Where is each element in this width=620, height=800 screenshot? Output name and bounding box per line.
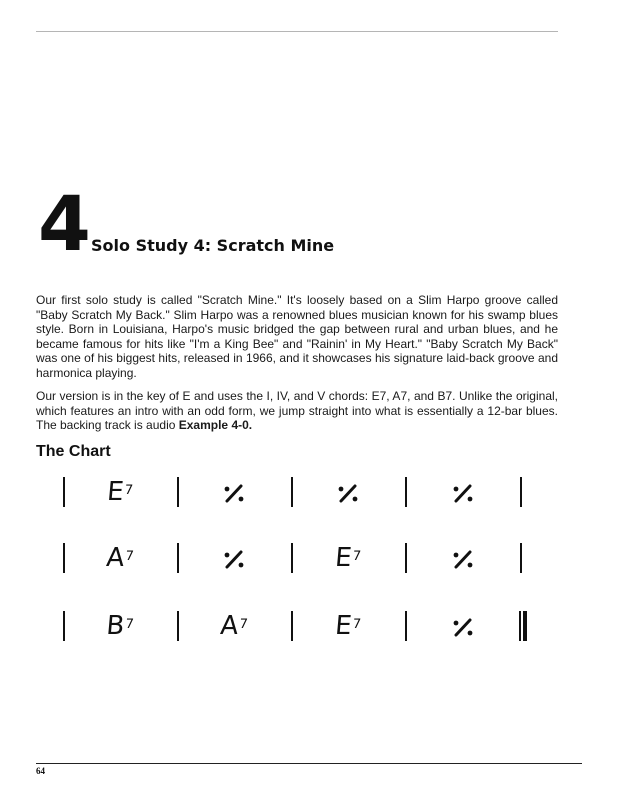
- chord-symbol: [203, 611, 266, 641]
- chord-extension: 7: [124, 483, 134, 498]
- simile-repeat-icon: [214, 543, 254, 573]
- intro-paragraph: Our first solo study is called "Scratch Mine." It's loosely based on a Slim Harpo groove called "Baby Scratch My Back." Slim Harpo was a renowned blues musician known for his swamp blues style. Born in Louisiana, Harpo's music bridged the gap between rural and urban blues, and he became famous for hits like "I'm a King Bee" and "Rainin' in My Heart." "Baby Scratch My Back" was one of his biggest hits, released in 1966, and it showcases his signature laid-back groove and harmonica playing.: [36, 293, 558, 380]
- barline: [177, 543, 179, 573]
- barline: [177, 611, 179, 641]
- barline: [520, 477, 522, 507]
- footer-rule: [36, 763, 582, 764]
- chord-extension: 7: [238, 617, 249, 632]
- chord-root: E: [333, 611, 353, 641]
- barline: [177, 477, 179, 507]
- chord-root: A: [219, 611, 240, 641]
- chord-symbol: [317, 543, 380, 573]
- barline: [63, 477, 65, 507]
- barline: [63, 543, 65, 573]
- chord-symbol: [89, 611, 152, 641]
- chord-symbol: [317, 611, 380, 641]
- section-heading: The Chart: [36, 443, 111, 460]
- simile-repeat-icon: [443, 611, 483, 641]
- chord-symbol: [89, 477, 152, 507]
- chapter-number: 4: [38, 179, 89, 268]
- chord-root: E: [105, 477, 125, 507]
- example-reference: Example 4-0.: [178, 418, 253, 433]
- simile-repeat-icon: [443, 543, 483, 573]
- page-number: 64: [36, 766, 45, 776]
- chord-root: E: [333, 543, 353, 573]
- chord-root: A: [105, 543, 126, 573]
- final-barline: [523, 611, 527, 641]
- barline: [291, 543, 293, 573]
- barline: [405, 543, 407, 573]
- chord-root: B: [105, 611, 126, 641]
- chord-extension: 7: [124, 617, 135, 632]
- chord-extension: 7: [352, 617, 362, 632]
- barline: [520, 543, 522, 573]
- simile-repeat-icon: [214, 477, 254, 507]
- simile-repeat-icon: [328, 477, 368, 507]
- barline: [291, 477, 293, 507]
- chord-extension: 7: [124, 549, 135, 564]
- chord-symbol: [89, 543, 152, 573]
- chapter-title: Solo Study 4: Scratch Mine: [91, 236, 335, 255]
- barline: [405, 611, 407, 641]
- barline: [63, 611, 65, 641]
- simile-repeat-icon: [443, 477, 483, 507]
- barline: [291, 611, 293, 641]
- key-paragraph-text: Our version is in the key of E and uses the I, IV, and V chords: E7, A7, and B7. Unlike the original, which features an intro with an odd form, we jump straight into what is essentially a 12-bar blues. The backing track is audio: [36, 389, 558, 433]
- barline: [405, 477, 407, 507]
- chord-extension: 7: [352, 549, 362, 564]
- barline: [519, 611, 521, 641]
